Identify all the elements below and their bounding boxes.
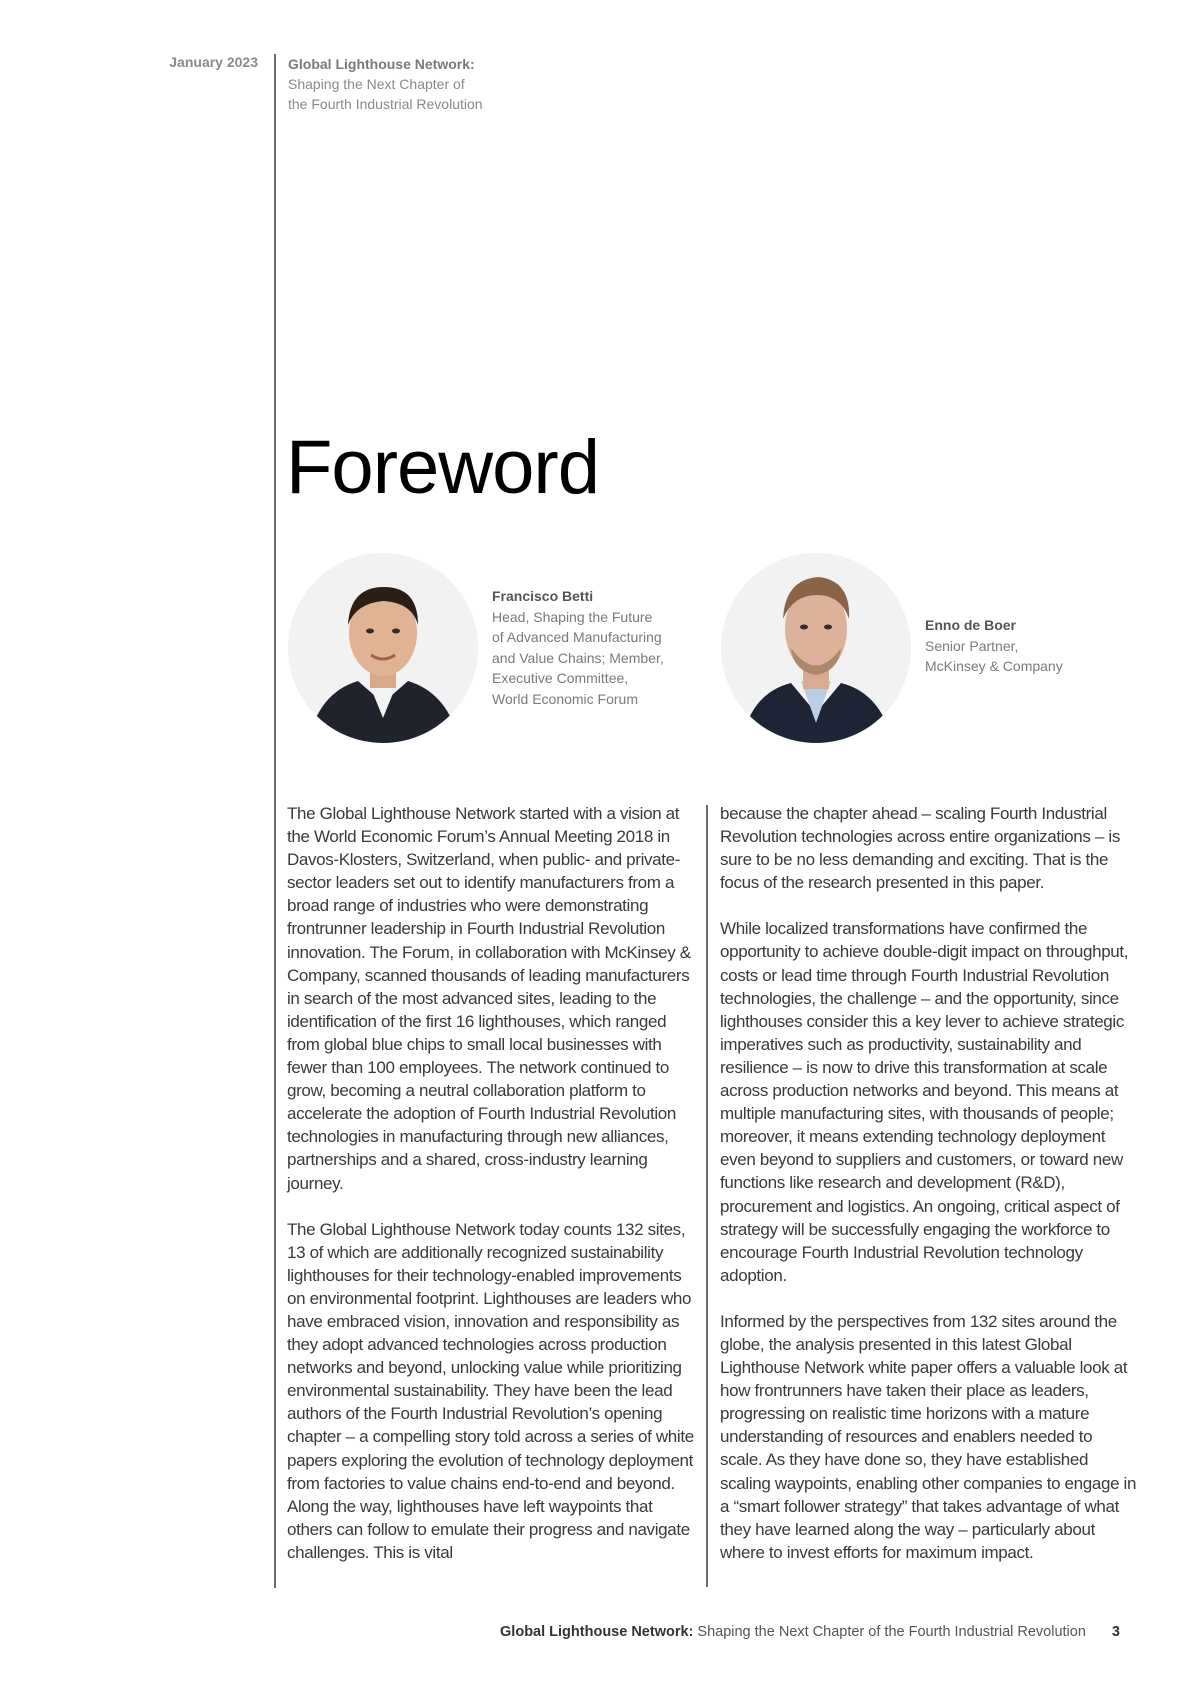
margin-rule bbox=[274, 54, 276, 1588]
author-role-line: Head, Shaping the Future bbox=[492, 608, 653, 625]
header-subtitle-line2: the Fourth Industrial Revolution bbox=[288, 96, 483, 112]
running-header bbox=[288, 54, 483, 114]
author-role-line: World Economic Forum bbox=[492, 690, 639, 707]
author-role-line: of Advanced Manufacturing bbox=[492, 629, 662, 645]
footer-report-subtitle: Shaping the Next Chapter of the Fourth Industrial Revolution bbox=[693, 1624, 1086, 1640]
body-paragraph: The Global Lighthouse Network today counts 132 sites, 13 of which are additionally recognized sustainability lighthouses for their technology-enabled improvements on environmental footprint. Lighthouses are leaders who have embraced vision, innovation and responsibility as they adopt advanced technologies across production networks and beyond, unlocking value while prioritizing environmental sustainability. They have been the lead authors of the Fourth Industrial Revolution’s opening chapter – a compelling story told across a series of white papers exploring the evolution of technology deployment from factories to value chains end-to-end and beyond. Along the way, lighthouses have left waypoints that others can follow to emulate their progress and navigate challenges. This is vital bbox=[287, 1219, 694, 1562]
author-role-line: and Value Chains; Member, bbox=[492, 649, 664, 666]
publication-date: January 2023 bbox=[169, 54, 258, 70]
author-photo-francisco-betti bbox=[288, 553, 478, 743]
body-paragraph: because the chapter ahead – scaling Fourth Industrial Revolution technologies across entire organizations – is sure to be no less demanding and exciting. That is the focus of the research presented in this paper. bbox=[720, 804, 1120, 893]
author-name: Enno de Boer bbox=[925, 617, 1017, 633]
page-footer bbox=[500, 1624, 1120, 1640]
body-paragraph: While localized transformations have confirmed the opportunity to achieve double-digit impact on throughput, costs or lead time through Fourth Industrial Revolution technologies, the challenge – and the opportunity, since lighthouses consider this a key lever to achieve strategic imperatives such as productivity, sustainability and resilience – is now to drive this transformation at scale across production networks and beyond. This means at multiple manufacturing sites, with thousands of people; moreover, it means extending technology deployment even beyond to suppliers and customers, or toward new functions like research and development (R&D), procurement and logistics. An ongoing, critical aspect of strategy will be successfully engaging the workforce to encourage Fourth Industrial Revolution technology adoption. bbox=[720, 919, 1129, 1285]
page-number: 3 bbox=[1111, 1624, 1120, 1640]
body-paragraph: Informed by the perspectives from 132 sites around the globe, the analysis presented in this latest Global Lighthouse Network white paper offers a valuable look at how frontrunners have taken their place as leaders, progressing on realistic time horizons with a mature understanding of resources and enablers needed to scale. As they have done so, they have established scaling waypoints, enabling other companies to engage in a “smart follower strategy” that takes advantage of what they have learned along the way – particularly about where to invest efforts for maximum impact. bbox=[720, 1311, 1137, 1562]
author-role-line: Senior Partner, bbox=[925, 637, 1019, 654]
header-subtitle-line1: Shaping the Next Chapter of bbox=[288, 76, 465, 92]
portrait-illustration bbox=[288, 553, 478, 743]
author-role-line: McKinsey & Company bbox=[925, 658, 1063, 674]
body-column-right bbox=[720, 802, 1138, 1587]
author-card-enno-de-boer bbox=[925, 615, 1063, 677]
author-photo-enno-de-boer bbox=[721, 553, 911, 743]
column-divider bbox=[706, 805, 708, 1587]
page-title: Foreword bbox=[286, 425, 599, 510]
header-report-title: Global Lighthouse Network: bbox=[288, 56, 475, 72]
author-card-francisco-betti bbox=[492, 586, 664, 709]
author-role-line: Executive Committee, bbox=[492, 670, 629, 686]
body-paragraph: The Global Lighthouse Network started with a vision at the World Economic Forum’s Annual Meeting 2018 in Davos-Klosters, Switzerland, when public- and private-sector leaders set out to identify manufacturers from a broad range of industries who were demonstrating frontrunner leadership in Fourth Industrial Revolution innovation. The Forum, in collaboration with McKinsey & Company, scanned thousands of leading manufacturers in search of the most advanced sites, leading to the identification of the first 16 lighthouses, which ranged from global blue chips to small local businesses with fewer than 100 employees. The network continued to grow, becoming a neutral collaboration platform to accelerate the adoption of Fourth Industrial Revolution technologies in manufacturing through new alliances, partnerships and a shared, cross-industry learning journey. bbox=[287, 804, 691, 1193]
author-name: Francisco Betti bbox=[492, 588, 594, 604]
footer-report-title: Global Lighthouse Network: bbox=[500, 1624, 694, 1640]
body-column-left bbox=[287, 802, 702, 1587]
portrait-illustration bbox=[721, 553, 911, 743]
